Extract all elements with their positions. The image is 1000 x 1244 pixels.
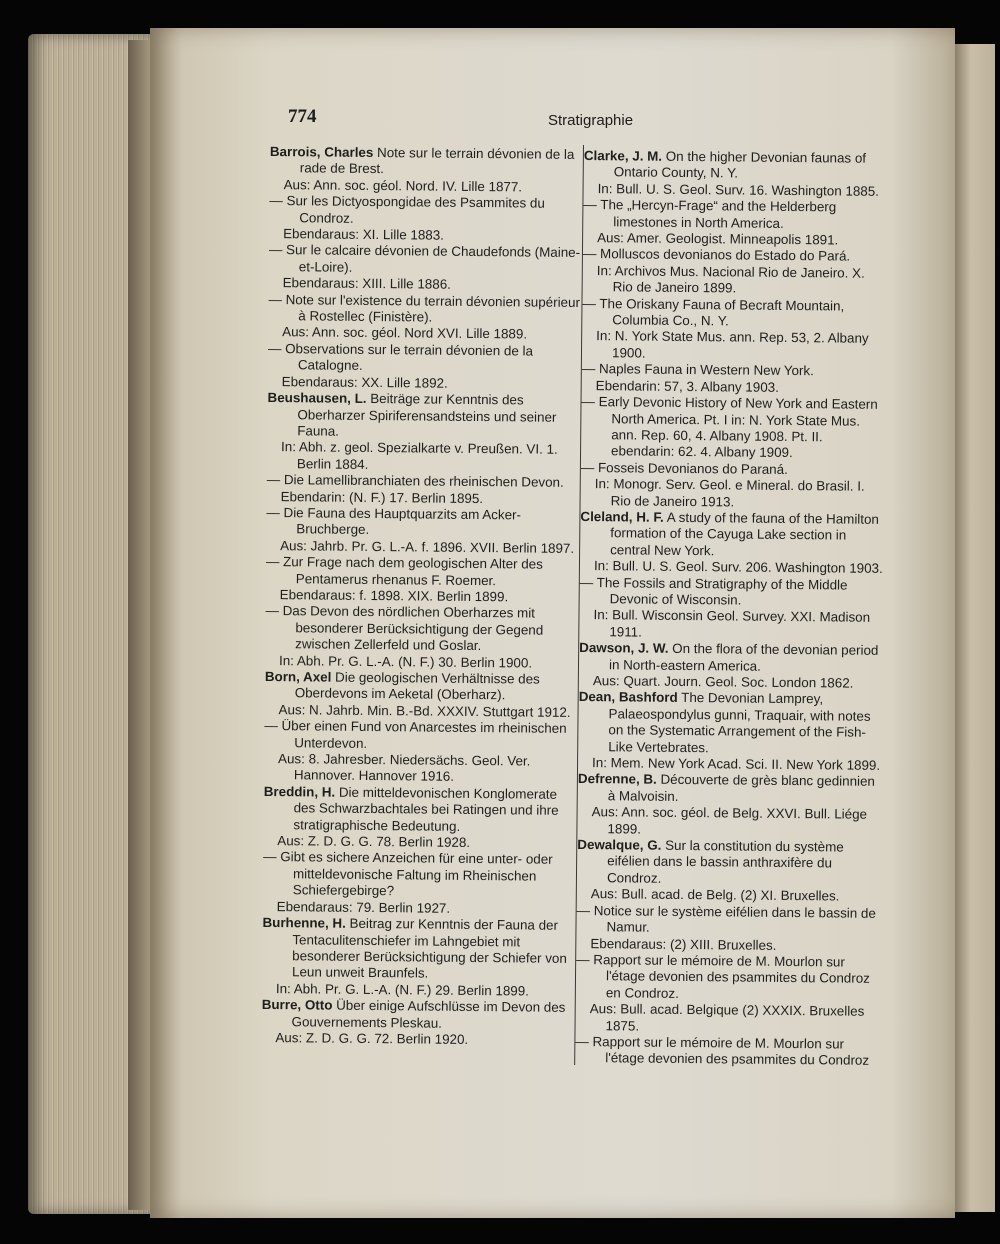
author-name: Beushausen, L. (267, 390, 367, 407)
bibliography-entry: — Rapport sur le mémoire de M. Mourlon sur l'étage devonien des psammites du Condroz (575, 1033, 870, 1069)
page-title: Stratigraphie (548, 112, 634, 129)
bibliography-entry: Ebendarin: (N. F.) 17. Berlin 1895. (280, 488, 484, 506)
bibliography-entry: — The Oriskany Fauna of Becraft Mountain, Columbia Co., N. Y. (582, 295, 845, 329)
bibliography-entry: — Das Devon des nördlichen Oberharzes mit besonderer Berücksichtigung der Gegend zwischen Zellerfeld und Goslar. (265, 603, 544, 654)
bibliography-entry: Ebendaraus: XX. Lille 1892. (281, 373, 448, 391)
bibliography-entry: — Molluscos devonianos do Estado do Pará. (582, 246, 851, 264)
author-name: Breddin, H. (263, 783, 336, 800)
bibliography-entry: Aus: Bull. acad. Belgique (2) XXXIX. Bruxelles 1875. (589, 1001, 865, 1034)
bibliography-entry: In: Mem. New York Acad. Sci. II. New York 1899. (592, 755, 881, 773)
bibliography-entry: Aus: N. Jahrb. Min. B.-Bd. XXXIV. Stuttgart 1912. (278, 701, 571, 720)
bibliography-entry: Ebendarin: 57, 3. Albany 1903. (595, 377, 779, 395)
bibliography-entry: — Notice sur le système eifélien dans le bassin de Namur. (576, 902, 876, 935)
bibliography-entry: Aus: Bull. acad. de Belg. (2) XI. Bruxelles. (590, 886, 840, 904)
bibliography-entry: — The „Hercyn-Frage“ and the Helderberg limestones in North America. (583, 197, 837, 231)
bibliography-entry: — Die Fauna des Hauptquarzits am Acker-Bruchberge. (266, 504, 522, 538)
bibliography-entry: Cleland, H. F. A study of the fauna of the Hamilton formation of the Cayuga Lake section in central New York. (580, 508, 880, 559)
bibliography-entry: In: Bull. U. S. Geol. Surv. 206. Washington 1903. (593, 558, 883, 577)
bibliography-entry: Aus: Jahrb. Pr. G. L.-A. f. 1896. XVII. Berlin 1897. (280, 537, 575, 556)
bibliography-entry: Burre, Otto Über einige Aufschlüsse im Devon des Gouvernements Pleskau. (261, 997, 566, 1031)
bibliography-entry: — The Fossils and Stratigraphy of the Middle Devonic of Wisconsin. (579, 574, 848, 608)
bibliography-entry: Breddin, H. Die mitteldevonischen Konglomerate des Schwarzbachtales bei Ratingen und ihre stratigraphische Bedeutung. (263, 783, 559, 834)
bibliography-entry: Burhenne, H. Beitrag zur Kenntnis der Fauna der Tentaculitenschiefer im Lahngebiet mit besonderer Berücksichtigung der Schiefer von Leun unweit Braunfels. (262, 915, 567, 981)
bibliography-entry: Beushausen, L. Beiträge zur Kenntnis des Oberharzer Spiriferensandsteins und seiner Fauna. (267, 390, 557, 439)
next-page-edge (955, 44, 995, 1212)
bibliography-entry: Defrenne, B. Découverte de grès blanc gedinnien à Malvoisin. (577, 771, 876, 804)
bibliography-entry: Dawson, J. W. On the flora of the devonian period in North-eastern America. (579, 640, 879, 674)
author-name: Defrenne, B. (577, 771, 657, 788)
left-column (261, 144, 582, 1049)
author-name: Dean, Bashford (578, 689, 678, 706)
bibliography-entry: In: Abh. Pr. G. L.-A. (N. F.) 30. Berlin 1900. (278, 652, 533, 671)
bibliography-entry: Barrois, Charles Note sur le terrain dévonien de la rade de Brest. (269, 144, 575, 177)
author-name: Clarke, J. M. (583, 148, 663, 164)
author-name: Dewalque, G. (577, 837, 662, 853)
author-name: Burhenne, H. (262, 915, 346, 931)
bibliography-entry: Born, Axel Die geologischen Verhältnisse des Oberdevons im Aeketal (Oberharz). (264, 668, 540, 703)
bibliography-entry: Aus: 8. Jahresber. Niedersächs. Geol. Ver. Hannover. Hannover 1916. (278, 751, 531, 785)
bibliography-entry: — Sur les Dictyospongidae des Psammites du Condroz. (269, 193, 545, 226)
bibliography-entry: Aus: Ann. soc. géol. Nord. IV. Lille 1877. (283, 176, 523, 195)
bibliography-entry: Aus: Z. D. G. G. 78. Berlin 1928. (277, 833, 471, 851)
bibliography-entry: — Naples Fauna in Western New York. (581, 361, 814, 379)
bibliography-entry: In: Bull. U. S. Geol. Surv. 16. Washington 1885. (597, 180, 880, 199)
bibliography-entry: — Early Devonic History of New York and Eastern North America. Pt. I in: N. York State Mus. ann. Rep. 60, 4. Albany 1908. Pt. II. ebendarin: 62. 4. Albany 1909. (581, 394, 878, 461)
author-name: Barrois, Charles (269, 144, 374, 160)
bibliography-entry: Ebendaraus: f. 1898. XIX. Berlin 1899. (279, 587, 509, 605)
bibliography-entry: Aus: Ann. soc. géol. de Belg. XXVI. Bull. Liége 1899. (591, 804, 868, 837)
bibliography-entry: Aus: Amer. Geologist. Minneapolis 1891. (597, 230, 839, 248)
bibliography-entry: — Sur le calcaire dévonien de Chaudefonds (Maine-et-Loire). (268, 242, 581, 275)
bibliography-entry: — Gibt es sichere Anzeichen für eine unter- oder mitteldevonische Faltung im Rheinischen Schiefergebirge? (263, 849, 553, 899)
author-name: Born, Axel (264, 668, 332, 685)
bibliography-entry: Aus: Quart. Journ. Geol. Soc. London 1862. (592, 673, 854, 691)
bibliography-entry: Aus: Z. D. G. G. 72. Berlin 1920. (275, 1030, 469, 1047)
bibliography-entry: — Die Lamellibranchiaten des rheinischen Devon. (266, 472, 564, 490)
bibliography-entry: — Observations sur le terrain dévonien de la Catalogne. (267, 340, 534, 374)
author-name: Burre, Otto (261, 997, 333, 1013)
bibliography-entry: In: Abh. Pr. G. L.-A. (N. F.) 29. Berlin 1899. (275, 980, 530, 999)
book-spine (128, 40, 150, 1210)
bibliography-entry: In: Archivos Mus. Nacional Rio de Janeiro. X. Rio de Janeiro 1899. (596, 262, 865, 296)
bibliography-entry: Dewalque, G. Sur la constitution du système eifélien dans le bassin anthraxifère du Condroz. (577, 837, 844, 886)
bibliography-entry: Ebendaraus: XI. Lille 1883. (283, 226, 445, 243)
bibliography-entry: Aus: Ann. soc. géol. Nord XVI. Lille 1889. (282, 324, 528, 342)
page-number: 774 (288, 106, 317, 127)
bibliography-entry: Ebendaraus: (2) XIII. Bruxelles. (590, 935, 777, 953)
bibliography-entry: — Zur Frage nach dem geologischen Alter des Pentamerus rhenanus F. Roemer. (265, 554, 543, 588)
bibliography-entry: — Über einen Fund von Anarcestes im rheinischen Unterdevon. (264, 718, 567, 751)
author-name: Dawson, J. W. (579, 640, 669, 657)
bibliography-entry: In: N. York State Mus. ann. Rep. 53, 2. Albany 1900. (596, 328, 869, 361)
bibliography-entry: In: Bull. Wisconsin Geol. Survey. XXI. Madison 1911. (593, 607, 871, 640)
right-column (575, 148, 889, 1070)
bibliography-entry: Dean, Bashford The Devonian Lamprey, Palaeospondylus gunni, Traquair, with notes on the Systematic Arrangement of the Fish-Like Vertebrates. (578, 689, 871, 755)
bibliography-entry: — Note sur l'existence du terrain dévonien supérieur à Rostellec (Finistère). (268, 291, 581, 325)
bibliography-entry: — Fosseis Devonianos do Paraná. (580, 459, 788, 477)
bibliography-entry: Ebendaraus: XIII. Lille 1886. (282, 275, 451, 292)
author-name: Cleland, H. F. (580, 508, 664, 525)
bibliography-entry: In: Monogr. Serv. Geol. e Mineral. do Brasil. I. Rio de Janeiro 1913. (594, 476, 865, 509)
bibliography-entry: In: Abh. z. geol. Spezialkarte v. Preußen. VI. 1. Berlin 1884. (281, 439, 558, 472)
bibliography-entry: — Rapport sur le mémoire de M. Mourlon sur l'étage devonien des psammites du Condroz en Condroz. (576, 951, 870, 1001)
bibliography-entry: Clarke, J. M. On the higher Devonian faunas of Ontario County, N. Y. (583, 148, 867, 181)
bibliography-entry: Ebendaraus: 79. Berlin 1927. (276, 898, 451, 916)
